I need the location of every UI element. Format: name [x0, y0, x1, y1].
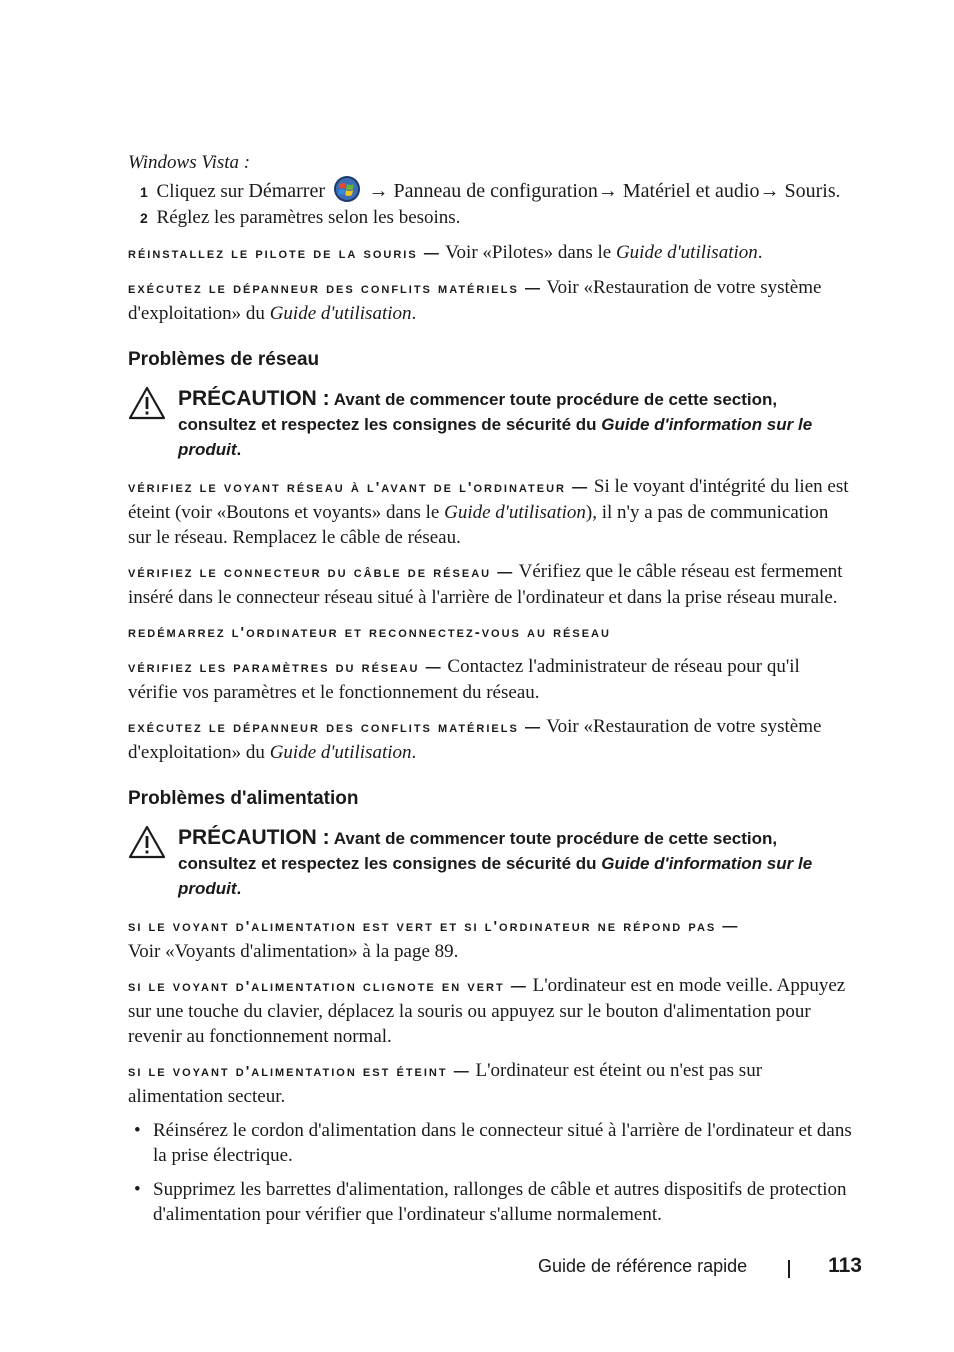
- vista-label: Windows Vista :: [128, 152, 251, 173]
- network-para-4: [128, 654, 854, 705]
- list-item: [128, 1118, 854, 1168]
- punct: .: [757, 242, 763, 263]
- guide-ref: Guide d'utilisation: [444, 502, 586, 523]
- network-para-5: [128, 714, 854, 765]
- step-1: [128, 175, 854, 205]
- guide-ref: Guide d'utilisation: [615, 242, 758, 263]
- mouse-para-2: [128, 275, 854, 326]
- para-head: exécutez le dépanneur des conflits matériels —: [128, 280, 542, 297]
- mouse-para-1: [128, 240, 854, 266]
- para-body: Contactez l'administrateur de réseau pour qu'il vérifie vos paramètres et le fonctionnement du réseau.: [128, 656, 800, 703]
- para-head: vérifiez le connecteur du câble de réseau —: [128, 564, 515, 581]
- step-text: Réglez les paramètres selon les besoins.: [156, 207, 461, 228]
- bullet-glyph: •: [134, 1179, 141, 1200]
- para-head: vérifiez le voyant réseau à l'avant de l'ordinateur —: [128, 479, 590, 496]
- guide-ref: Guide d'utilisation: [269, 303, 412, 324]
- warning-icon: [128, 386, 166, 420]
- para-head: réinstallez le pilote de la souris —: [128, 245, 441, 262]
- footer-divider: [788, 1260, 790, 1278]
- para-head: redémarrez l'ordinateur et reconnectez-vous au réseau: [128, 624, 611, 641]
- para-body: Voir «Voyants d'alimentation» à la page 89.: [128, 941, 459, 962]
- step-text: Cliquez sur: [156, 181, 244, 202]
- para-head: si le voyant d'alimentation clignote en vert —: [128, 978, 528, 995]
- para-body: Voir «Restauration de votre système d'exploitation» du: [128, 277, 822, 324]
- guide-ref: Guide d'information sur le produit: [178, 415, 813, 459]
- para-body: Si le voyant d'intégrité du lien est éteint (voir «Boutons et voyants» dans le: [128, 476, 849, 523]
- guide-ref: Guide d'utilisation: [269, 742, 412, 763]
- para-head: exécutez le dépanneur des conflits matériels —: [128, 719, 542, 736]
- punct: .: [236, 440, 242, 459]
- bullet-glyph: •: [134, 1120, 141, 1141]
- list-item-text: Réinsérez le cordon d'alimentation dans le connecteur situé à l'arrière de l'ordinateur et dans la prise électrique.: [153, 1120, 852, 1166]
- para-body: Voir «Restauration de votre système d'exploitation» du: [128, 716, 822, 763]
- step-number: 2: [140, 210, 148, 226]
- guide-ref: Guide d'information sur le produit: [178, 854, 813, 898]
- list-item: [128, 1177, 854, 1227]
- para-head: si le voyant d'alimentation est vert et si l'ordinateur ne répond pas —: [128, 918, 740, 935]
- list-item-text: Supprimez les barrettes d'alimentation, rallonges de câble et autres dispositifs de protection d'alimentation pour vérifier que l'ordinateur s'allume normalement.: [153, 1179, 847, 1225]
- punct: .: [411, 742, 417, 763]
- power-bullet-list: [128, 1118, 854, 1227]
- caution-text: Avant de commencer toute procédure de cette section, consultez et respectez les consignes de sécurité du: [178, 390, 778, 434]
- step-2: [128, 205, 854, 231]
- caution-power: [128, 825, 854, 901]
- punct: .: [411, 303, 417, 324]
- para-body-end: ), il n'y a pas de communication sur le réseau. Remplacez le câble de réseau.: [128, 502, 829, 548]
- caution-text: Avant de commencer toute procédure de cette section, consultez et respectez les consignes de sécurité du: [178, 829, 778, 873]
- caution-label: PRÉCAUTION :: [178, 826, 330, 849]
- power-para-2: [128, 973, 854, 1049]
- step-number: 1: [140, 184, 148, 200]
- para-head: vérifiez les paramètres du réseau —: [128, 659, 443, 676]
- footer-title: Guide de référence rapide: [538, 1256, 748, 1276]
- caution-label: PRÉCAUTION :: [178, 387, 330, 410]
- punct: .: [835, 181, 841, 202]
- para-body: L'ordinateur est en mode veille. Appuyez sur une touche du clavier, déplacez la souris ou appuyez sur le bouton d'alimentation pour revenir au fonctionnement normal.: [128, 975, 846, 1047]
- section-title-network: Problèmes de réseau: [128, 349, 320, 370]
- para-body: Vérifiez que le câble réseau est fermement inséré dans le connecteur réseau situé à l'arrière de l'ordinateur et dans la prise réseau murale.: [128, 561, 843, 608]
- page-number: 113: [828, 1254, 862, 1277]
- page-body: [128, 150, 854, 1236]
- section-title-power: Problèmes d'alimentation: [128, 788, 359, 809]
- para-head: si le voyant d'alimentation est éteint —: [128, 1063, 471, 1080]
- para-body: L'ordinateur est éteint ou n'est pas sur alimentation secteur.: [128, 1060, 763, 1107]
- punct: .: [236, 879, 242, 898]
- network-para-1: [128, 474, 854, 550]
- power-para-1: [128, 913, 854, 964]
- network-para-3: [128, 619, 854, 645]
- start-label: Démarrer: [248, 180, 325, 202]
- power-para-3: [128, 1058, 854, 1109]
- network-para-2: [128, 559, 854, 610]
- para-body: Voir «Pilotes» dans le: [440, 242, 616, 263]
- windows-start-icon: [332, 175, 362, 203]
- menu-path: → Panneau de configuration→ Matériel et audio→ Souris: [368, 180, 836, 202]
- warning-icon: [128, 825, 166, 859]
- caution-network: [128, 386, 854, 462]
